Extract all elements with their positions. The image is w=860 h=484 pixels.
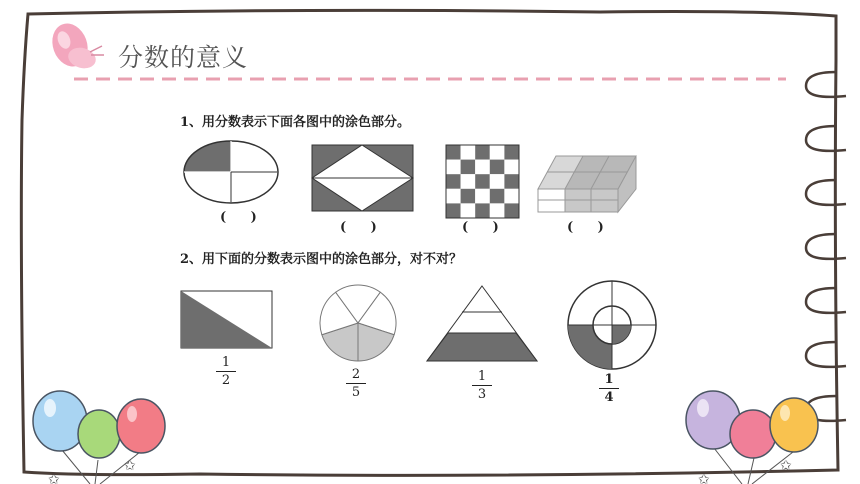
page-title: 分数的意义 <box>118 43 249 72</box>
checker-cell <box>461 203 476 218</box>
checker-cell <box>446 174 461 189</box>
checker-cell <box>446 203 461 218</box>
checker-cell <box>490 174 505 189</box>
fraction-1 <box>216 356 236 388</box>
checker-cell <box>504 174 519 189</box>
figure-circle-sectors <box>320 285 396 361</box>
checker-cell <box>475 203 490 218</box>
checker-cell <box>446 145 461 160</box>
figure-cuboid <box>538 156 636 212</box>
checker-cell <box>475 189 490 204</box>
svg-text:✩: ✩ <box>698 472 710 484</box>
svg-text:✩: ✩ <box>124 458 136 474</box>
fraction-2-denominator: 5 <box>351 385 361 400</box>
checker-cell <box>490 203 505 218</box>
svg-text:✩: ✩ <box>48 472 60 484</box>
fraction-bar <box>472 385 492 386</box>
checker-cell <box>504 145 519 160</box>
answer-blank-2[interactable]: ( ) <box>340 220 387 235</box>
svg-text:✩: ✩ <box>780 458 792 474</box>
fraction-1-denominator: 2 <box>221 373 231 388</box>
answer-blank-1[interactable]: ( ) <box>220 210 267 225</box>
checker-cell <box>490 145 505 160</box>
answer-blank-3[interactable]: ( ) <box>462 220 509 235</box>
checker-cell <box>461 145 476 160</box>
checker-cell <box>504 203 519 218</box>
checker-cell <box>475 145 490 160</box>
fraction-3-numerator: 1 <box>477 369 487 384</box>
checker-cell <box>475 160 490 175</box>
figure-concentric-circles <box>568 281 656 369</box>
checker-cell <box>461 174 476 189</box>
answer-blank-4[interactable]: ( ) <box>567 220 614 235</box>
fraction-2-numerator: 2 <box>351 367 361 382</box>
fraction-3 <box>472 370 492 402</box>
figure-rectangle-diagonal <box>181 291 272 348</box>
checker-cell <box>504 160 519 175</box>
checker-cell <box>461 160 476 175</box>
fraction-4-denominator: 4 <box>604 390 614 405</box>
checker-cell <box>446 189 461 204</box>
question-2-text: 2、用下面的分数表示图中的涂色部分，对不对？ <box>180 252 463 267</box>
figure-checkerboard <box>446 145 519 218</box>
checker-cell <box>490 160 505 175</box>
checker-cell <box>490 189 505 204</box>
fraction-4-numerator: 1 <box>604 372 614 387</box>
checker-cell <box>446 160 461 175</box>
question-1-text: 1、用分数表示下面各图中的涂色部分。 <box>180 115 411 130</box>
checker-cell <box>504 189 519 204</box>
fraction-2 <box>346 368 366 400</box>
fraction-bar <box>216 371 236 372</box>
fraction-1-numerator: 1 <box>221 355 231 370</box>
fraction-4 <box>599 373 619 405</box>
figure-ellipse-quarter <box>184 141 278 203</box>
fraction-bar <box>599 388 619 389</box>
checker-cell <box>475 174 490 189</box>
fraction-3-denominator: 3 <box>477 387 487 402</box>
checker-cell <box>461 189 476 204</box>
figure-rectangle-rhombus <box>312 145 413 211</box>
fraction-bar <box>346 383 366 384</box>
